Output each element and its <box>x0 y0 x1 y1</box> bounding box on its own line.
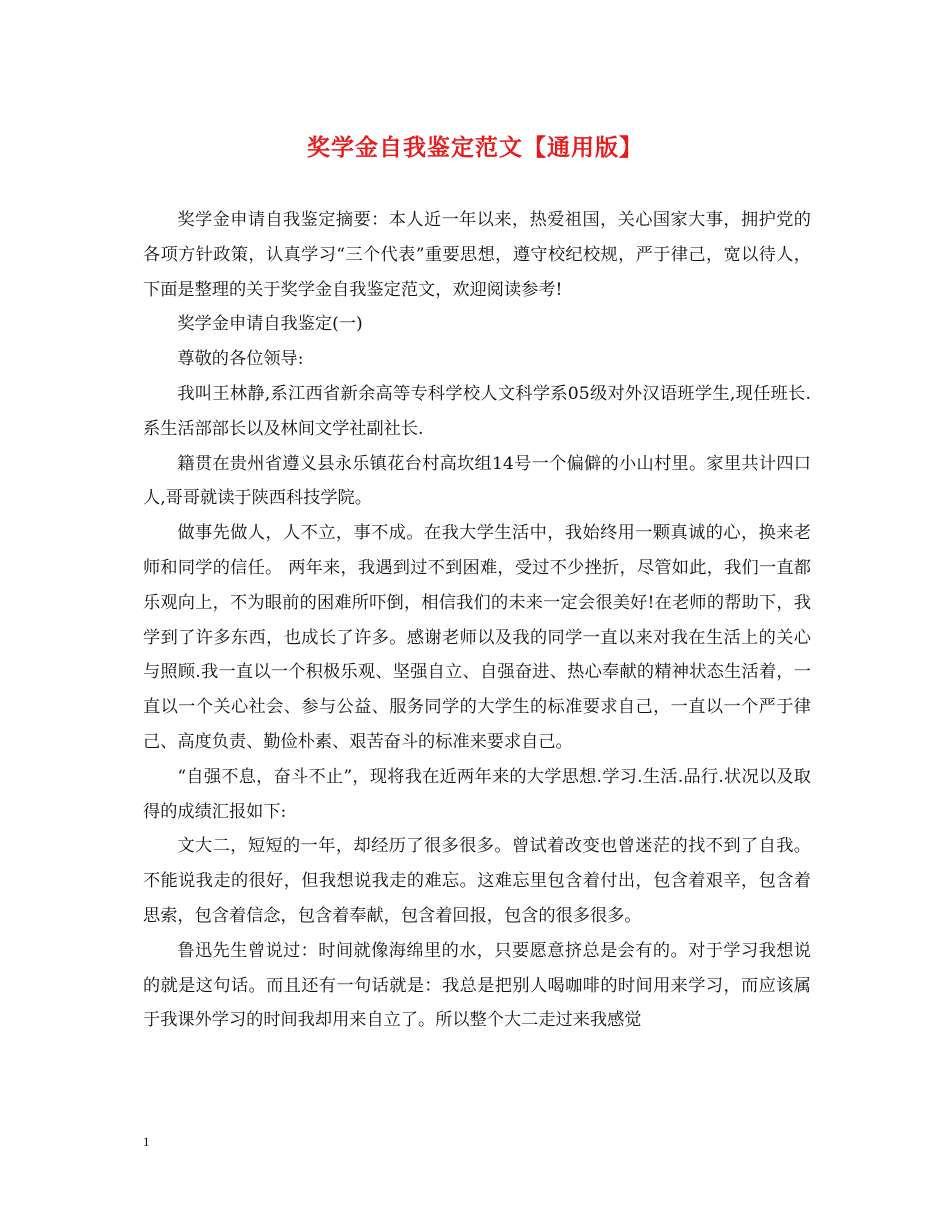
document-body <box>143 203 811 1038</box>
paragraph-section-heading: 奖学金申请自我鉴定(一) <box>177 314 363 335</box>
paragraph-sophomore-year: 文大二，短短的一年，却经历了很多很多。曾试着改变也曾迷茫的找不到了自我。不能说我走的很好，但我想说我走的难忘。这难忘里包含着付出，包含着艰辛，包含着思索，包含着信念，包含着奉献，包含着回报，包含的很多很多。 <box>143 836 811 926</box>
paragraph-hometown: 籍贯在贵州省遵义县永乐镇花台村高坎组14号一个偏僻的小山村里。家里共计四口人,哥哥就读于陕西科技学院。 <box>143 453 811 509</box>
page-number: 1 <box>143 1134 150 1149</box>
paragraph-study: 鲁迅先生曾说过：时间就像海绵里的水，只要愿意挤总是会有的。对于学习我想说的就是这句话。而且还有一句话就是：我总是把别人喝咖啡的时间用来学习，而应该属于我课外学习的时间我却用来自立了。所以整个大二走过来我感觉 <box>143 940 811 1031</box>
paragraph-introduction: 我叫王林静,系江西省新余高等专科学校人文科学系05级对外汉语班学生,现任班长. 系生活部部长以及林间文学社副社长. <box>143 383 811 439</box>
paragraph-salutation: 尊敬的各位领导: <box>177 349 304 370</box>
paragraph-summary: 奖学金申请自我鉴定摘要：本人近一年以来，热爱祖国，关心国家大事，拥护党的各项方针政策，认真学习“三个代表”重要思想，遵守校纪校规，严于律己，宽以待人，下面是整理的关于奖学金自我鉴定范文，欢迎阅读参考! <box>143 210 811 300</box>
document-title: 奖学金自我鉴定范文【通用版】 <box>307 134 643 161</box>
paragraph-character: 做事先做人，人不立，事不成。在我大学生活中，我始终用一颗真诚的心，换来老师和同学的信任。 两年来，我遇到过不到困难，受过不少挫折，尽管如此，我们一直都乐观向上，不为眼前的困难所吓倒，相信我们的未来一定会很美好!在老师的帮助下，我学到了许多东西，也成长了许多。感谢老师以及我的同学一直以来对我在生活上的关心与照顾.我一直以一个积极乐观、坚强自立、自强奋进、热心奉献的精神状态生活着，一直以一个关心社会、参与公益、服务同学的大学生的标准要求自己，一直以一个严于律己、高度负责、勤俭朴素、艰苦奋斗的标准来要求自己。 <box>143 523 811 752</box>
paragraph-report-intro: “自强不息，奋斗不止”，现将我在近两年来的大学思想.学习.生活.品行.状况以及取得的成绩汇报如下: <box>143 766 811 822</box>
